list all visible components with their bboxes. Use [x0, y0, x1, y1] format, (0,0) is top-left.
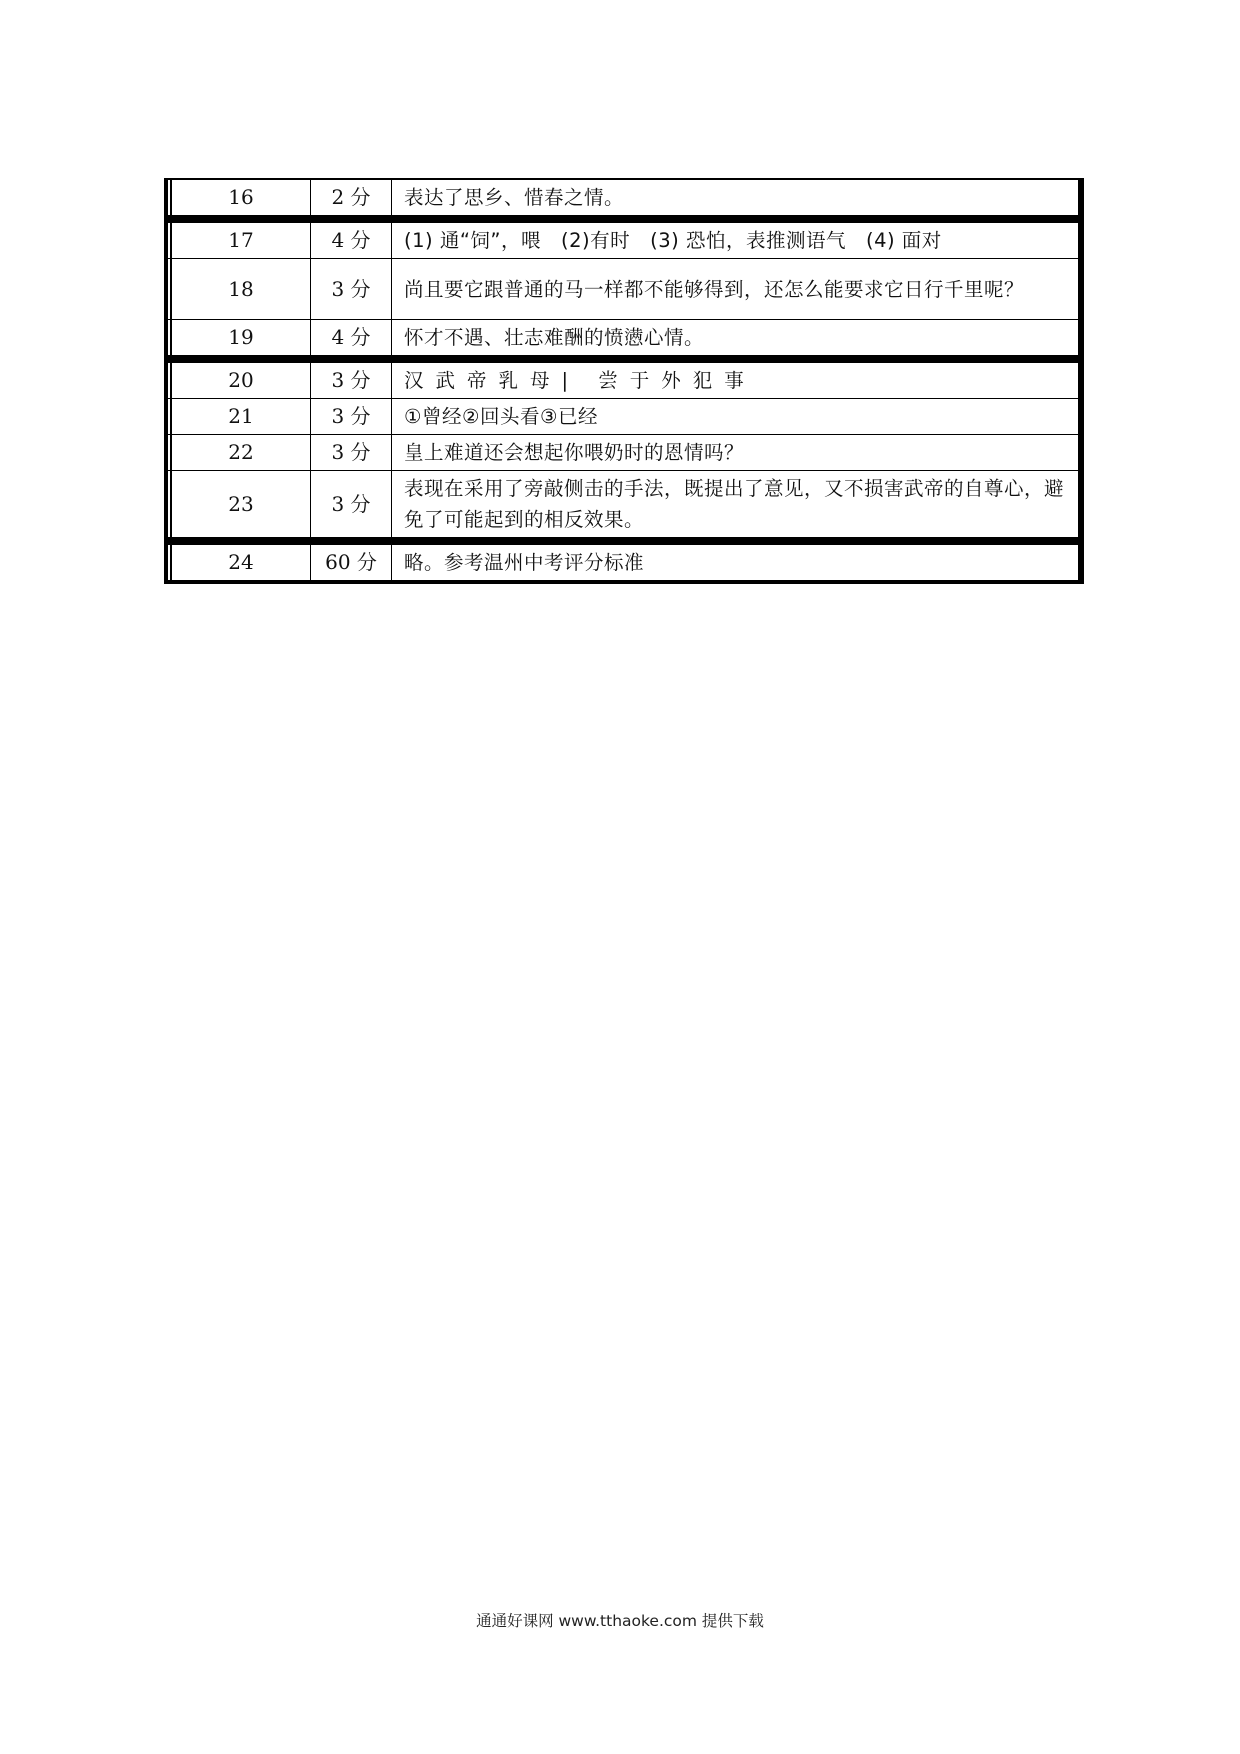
- table-row: [166, 180, 1078, 215]
- question-number: 17: [166, 223, 311, 258]
- score: 2 分: [311, 180, 392, 215]
- question-number: 21: [166, 399, 311, 434]
- score: 3 分: [311, 471, 392, 537]
- question-number: 23: [166, 471, 311, 537]
- score: 3 分: [311, 399, 392, 434]
- score: 4 分: [311, 320, 392, 355]
- question-number: 16: [166, 180, 311, 215]
- answer-group: [166, 545, 1078, 580]
- question-number: 20: [166, 363, 311, 398]
- answer-text: 略。参考温州中考评分标准: [404, 551, 645, 574]
- answer-group: [166, 363, 1078, 545]
- score: 3 分: [311, 435, 392, 470]
- table-row: [166, 320, 1078, 355]
- answer-text: 皇上难道还会想起你喂奶时的恩情吗？: [404, 441, 745, 464]
- table-row: [166, 545, 1078, 580]
- answer-group: [166, 223, 1078, 363]
- table-row: [166, 259, 1078, 320]
- score: 60 分: [311, 545, 392, 580]
- answer-group: [166, 180, 1078, 223]
- question-number: 18: [166, 259, 311, 319]
- table-row: [166, 399, 1078, 435]
- table-row: [166, 363, 1078, 399]
- score: 3 分: [311, 363, 392, 398]
- answer-table: [164, 178, 1084, 584]
- table-row: [166, 435, 1078, 471]
- answer-text: ①曾经②回头看③已经: [404, 405, 598, 428]
- table-row: [166, 471, 1078, 537]
- answer-text: 表现在采用了旁敲侧击的手法，既提出了意见，又不损害武帝的自尊心，避免了可能起到的相反效果。: [404, 477, 1065, 531]
- answer-text: 汉武帝乳母| 尝于外犯事: [404, 369, 756, 392]
- question-number: 24: [166, 545, 311, 580]
- question-number: 19: [166, 320, 311, 355]
- answer-text: 尚且要它跟普通的马一样都不能够得到，还怎么能要求它日行千里呢？: [404, 277, 1025, 301]
- answer-text: 怀才不遇、壮志难酬的愤懑心情。: [404, 326, 705, 349]
- answer-text: 表达了思乡、惜春之情。: [404, 186, 625, 209]
- table-row: [166, 223, 1078, 259]
- answer-text: (1) 通“饲”，喂 (2)有时 (3) 恐怕，表推测语气 (4) 面对: [404, 229, 942, 252]
- page-footer: 通通好课网 www.tthaoke.com 提供下载: [476, 1612, 764, 1630]
- question-number: 22: [166, 435, 311, 470]
- score: 4 分: [311, 223, 392, 258]
- score: 3 分: [311, 259, 392, 319]
